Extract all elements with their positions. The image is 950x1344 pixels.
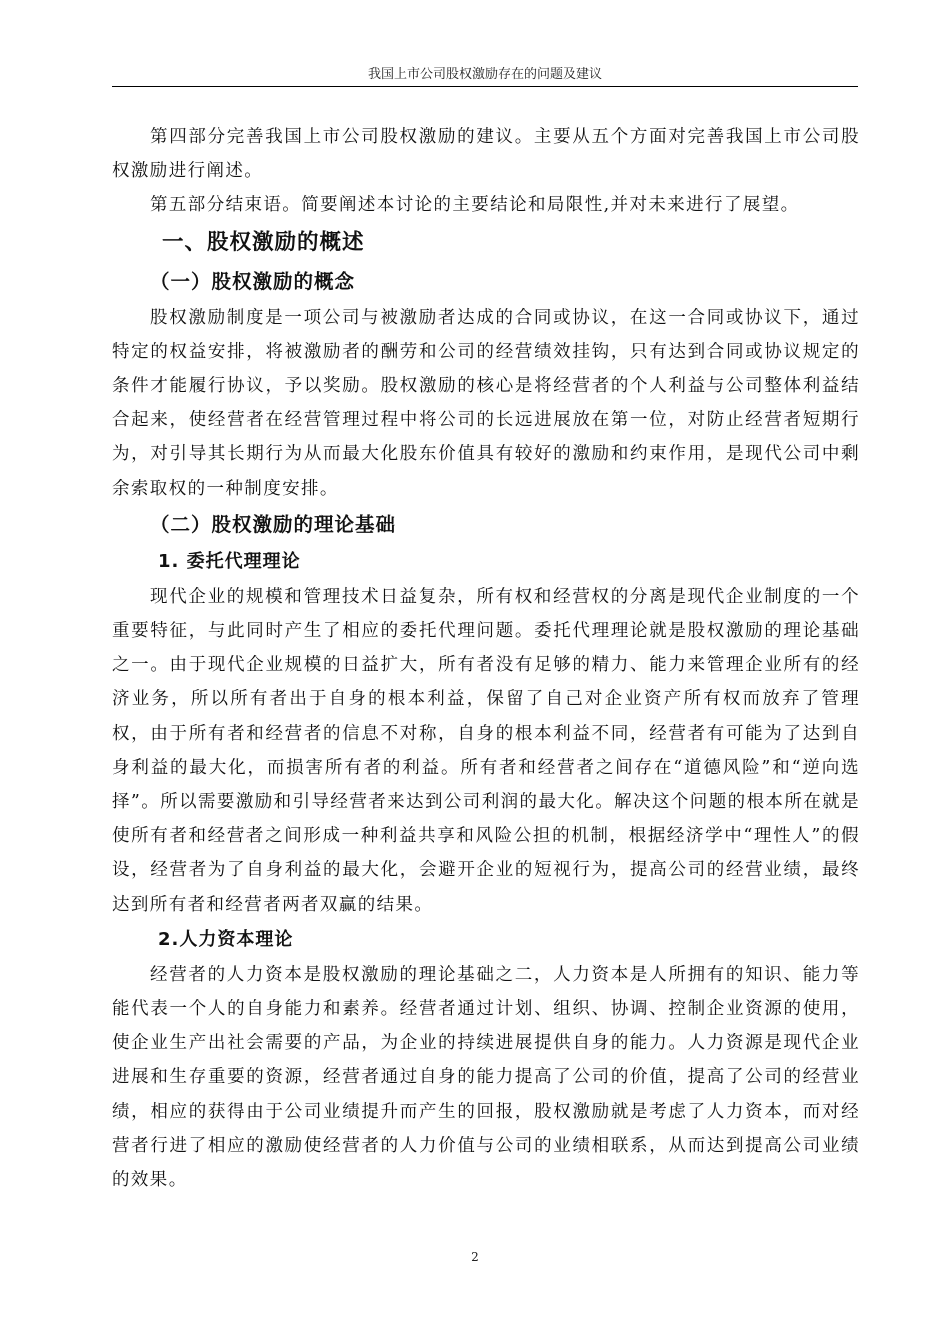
intro-paragraph-part-four: 第四部分完善我国上市公司股权激励的建议。主要从五个方面对完善我国上市公司股权激励进行阐述。 xyxy=(112,127,860,182)
page-number: 2 xyxy=(471,1250,479,1264)
intro-paragraph-part-five: 第五部分结束语。简要阐述本讨论的主要结论和局限性,并对未来进行了展望。 xyxy=(150,195,800,216)
subsection-heading-theory: （二）股权激励的理论基础 xyxy=(150,512,397,536)
concept-paragraph: 股权激励制度是一项公司与被激励者达成的合同或协议，在这一合同或协议下，通过特定的权益安排，将被激励者的酬劳和公司的经营绩效挂钩，只有达到合同或协议规定的条件才能履行协议，予以奖励。股权激励的核心是将经营者的个人利益与公司整体利益结合起来，使经营者在经营管理过程中将公司的长远进展放在第一位，对防止经营者短期行为，对引导其长期行为从而最大化股东价值具有较好的激励和约束作用，是现代公司中剩余索取权的一种制度安排。 xyxy=(112,307,860,499)
section-heading-overview: 一、股权激励的概述 xyxy=(162,229,365,255)
document-body xyxy=(112,120,860,1197)
subsection-heading-concept: （一）股权激励的概念 xyxy=(150,269,356,293)
human-capital-paragraph: 经营者的人力资本是股权激励的理论基础之二，人力资本是人所拥有的知识、能力等能代表一个人的自身能力和素养。经营者通过计划、组织、协调、控制企业资源的使用，使企业生产出社会需要的产品，为企业的持续进展提供自身的能力。人力资源是现代企业进展和生存重要的资源，经营者通过自身的能力提高了公司的价值，提高了公司的经营业绩，相应的获得由于公司业绩提升而产生的回报，股权激励就是考虑了人力资本，而对经营者行进了相应的激励使经营者的人力价值与公司的业绩相联系，从而达到提高公司业绩的效果。 xyxy=(112,964,860,1191)
item-heading-human-capital: 2.人力资本理论 xyxy=(158,928,294,950)
principal-agent-paragraph: 现代企业的规模和管理技术日益复杂，所有权和经营权的分离是现代企业制度的一个重要特征，与此同时产生了相应的委托代理问题。委托代理理论就是股权激励的理论基础之一。由于现代企业规模的日益扩大，所有者没有足够的精力、能力来管理企业所有的经济业务，所以所有者出于自身的根本利益，保留了自己对企业资产所有权而放弃了管理权，由于所有者和经营者的信息不对称，自身的根本利益不同，经营者有可能为了达到自身利益的最大化，而损害所有者的利益。所有者和经营者之间存在“道德风险”和“逆向选择”。所以需要激励和引导经营者来达到公司利润的最大化。解决这个问题的根本所在就是使所有者和经营者之间形成一种利益共享和风险公担的机制，根据经济学中“理性人”的假设，经营者为了自身利益的最大化，会避开企业的短视行为，提高公司的经营业绩，最终达到所有者和经营者两者双赢的结果。 xyxy=(112,586,860,915)
running-header: 我国上市公司股权激励存在的问题及建议 xyxy=(367,67,602,82)
header-divider xyxy=(112,86,858,87)
item-heading-principal-agent: 1. 委托代理理论 xyxy=(158,550,301,572)
